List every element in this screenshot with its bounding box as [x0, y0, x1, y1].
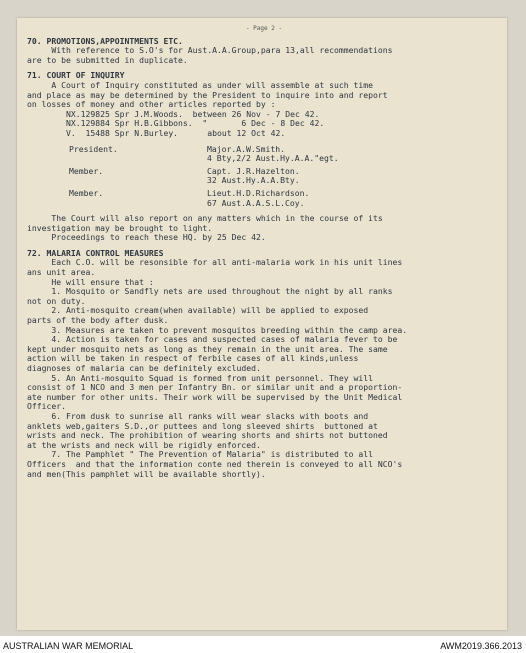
text-line: Officers and that the information conte ned therein is conveyed to all NCO's [27, 459, 403, 469]
text-line: diagnoses of malaria can be definitely excluded. [27, 364, 261, 373]
text-line: consist of 1 NCO and 3 men per Infantry Bn. or similar unit and a proportion- [27, 383, 403, 393]
document-page [17, 18, 507, 630]
board-role: Member. [69, 165, 104, 176]
text-line: are to be submitted in duplicate. [27, 55, 188, 65]
text-line: NX.129884 Spr H.B.Gibbons. " 6 Dec - 8 Dec 42. [27, 119, 325, 129]
text-line: 4. Action is taken for cases and suspected cases of malaria fever to be [27, 335, 398, 345]
text-line: 7. The Pamphlet " The Prevention of Malaria" is distributed to all [27, 450, 373, 460]
footer-accession-number: AWM2019.366.2013 [440, 641, 522, 651]
text-line: 6. From dusk to sunrise all ranks will wear slacks with boots and [27, 411, 369, 421]
text-line: A Court of Inquiry constituted as under will assemble at such time [27, 80, 373, 90]
board-name: Lieut.H.D.Richardson. [207, 187, 310, 198]
board-role: President. [69, 143, 118, 154]
text-line: and place as may be determined by the President to inquire into and report [27, 90, 388, 100]
board-row [27, 176, 501, 186]
text-line: Officer. [27, 402, 66, 412]
text-line: on losses of money and other articles reported by : [27, 100, 276, 110]
text-line: ate number for other units. Their work will be supervised by the Unit Medical [27, 392, 403, 402]
text-line: Proceedings to reach these HQ. by 25 Dec 42. [27, 233, 266, 243]
section-promotions [27, 37, 501, 66]
text-line: ans unit area. [27, 268, 96, 278]
section-heading: 72. MALARIA CONTROL MEASURES [27, 248, 164, 258]
text-line: NX.129825 Spr J.M.Woods. between 26 Nov - 7 Dec 42. [27, 109, 320, 119]
text-line: With reference to S.O's for Aust.A.A.Group,para 13,all recommendations [27, 46, 393, 56]
board-name: Major.A.W.Smith. [207, 143, 285, 154]
text-line: anklets web,gaiters S.D.,or puttees and long sleeved shirts buttoned at [27, 421, 378, 431]
board-role: Member. [69, 187, 104, 198]
board-row [27, 199, 501, 209]
footer-institution: AUSTRALIAN WAR MEMORIAL [3, 641, 134, 651]
text-line: He will ensure that : [27, 277, 154, 287]
document-body [27, 24, 501, 479]
archive-footer [0, 640, 526, 653]
board-unit: 32 Aust.Hy.A.A.Bty. [207, 175, 300, 186]
board-unit: 67 Aust.A.A.S.L.Coy. [207, 197, 305, 208]
board-name: Capt. J.R.Hazelton. [207, 165, 300, 176]
text-line: 1. Mosquito or Sandfly nets are used throughout the night by all ranks [27, 287, 393, 297]
page-reference: - Page 2 - [245, 25, 283, 32]
text-line: V. 15488 Spr N.Burley. about 12 Oct 42. [27, 128, 286, 138]
text-line: not on duty. [27, 296, 86, 306]
text-line: at the wrists and neck will be rigidly enforced. [27, 440, 261, 450]
board-unit: 4 Bty,2/2 Aust.Hy.A.A."egt. [207, 153, 339, 164]
board-row [27, 154, 501, 164]
text-line: investigation may be brought to light. [27, 223, 213, 233]
text-line: 3. Measures are taken to prevent mosquitos breeding within the camp area. [27, 325, 408, 335]
text-line: parts of the body after dusk. [27, 316, 169, 326]
text-line: kept under mosquito nets as long as they remain in the unit area. The same [27, 344, 388, 354]
section-court-of-inquiry [27, 71, 501, 243]
text-line: The Court will also report on any matters which in the course of its [27, 214, 383, 224]
text-line: wrists and neck. The prohibition of wearing shorts and shirts not buttoned [27, 431, 388, 441]
text-line: 2. Anti-mosquito cream(when available) will be applied to exposed [27, 306, 369, 316]
section-heading: 70. PROMOTIONS,APPOINTMENTS ETC. [27, 36, 183, 46]
section-malaria-control [27, 249, 501, 479]
board-members [27, 145, 501, 209]
text-line: Each C.O. will be resonsible for all anti-malaria work in his unit lines [27, 258, 403, 268]
text-line: 5. An Anti-mosquito Squad is formed from unit personnel. They will [27, 373, 373, 383]
text-line: and men(This pamphlet will be available shortly). [27, 469, 266, 479]
section-heading: 71. COURT OF INQUIRY [27, 71, 125, 81]
text-line: action will be taken in respect of ferbile cases of all kinds,unless [27, 354, 359, 364]
